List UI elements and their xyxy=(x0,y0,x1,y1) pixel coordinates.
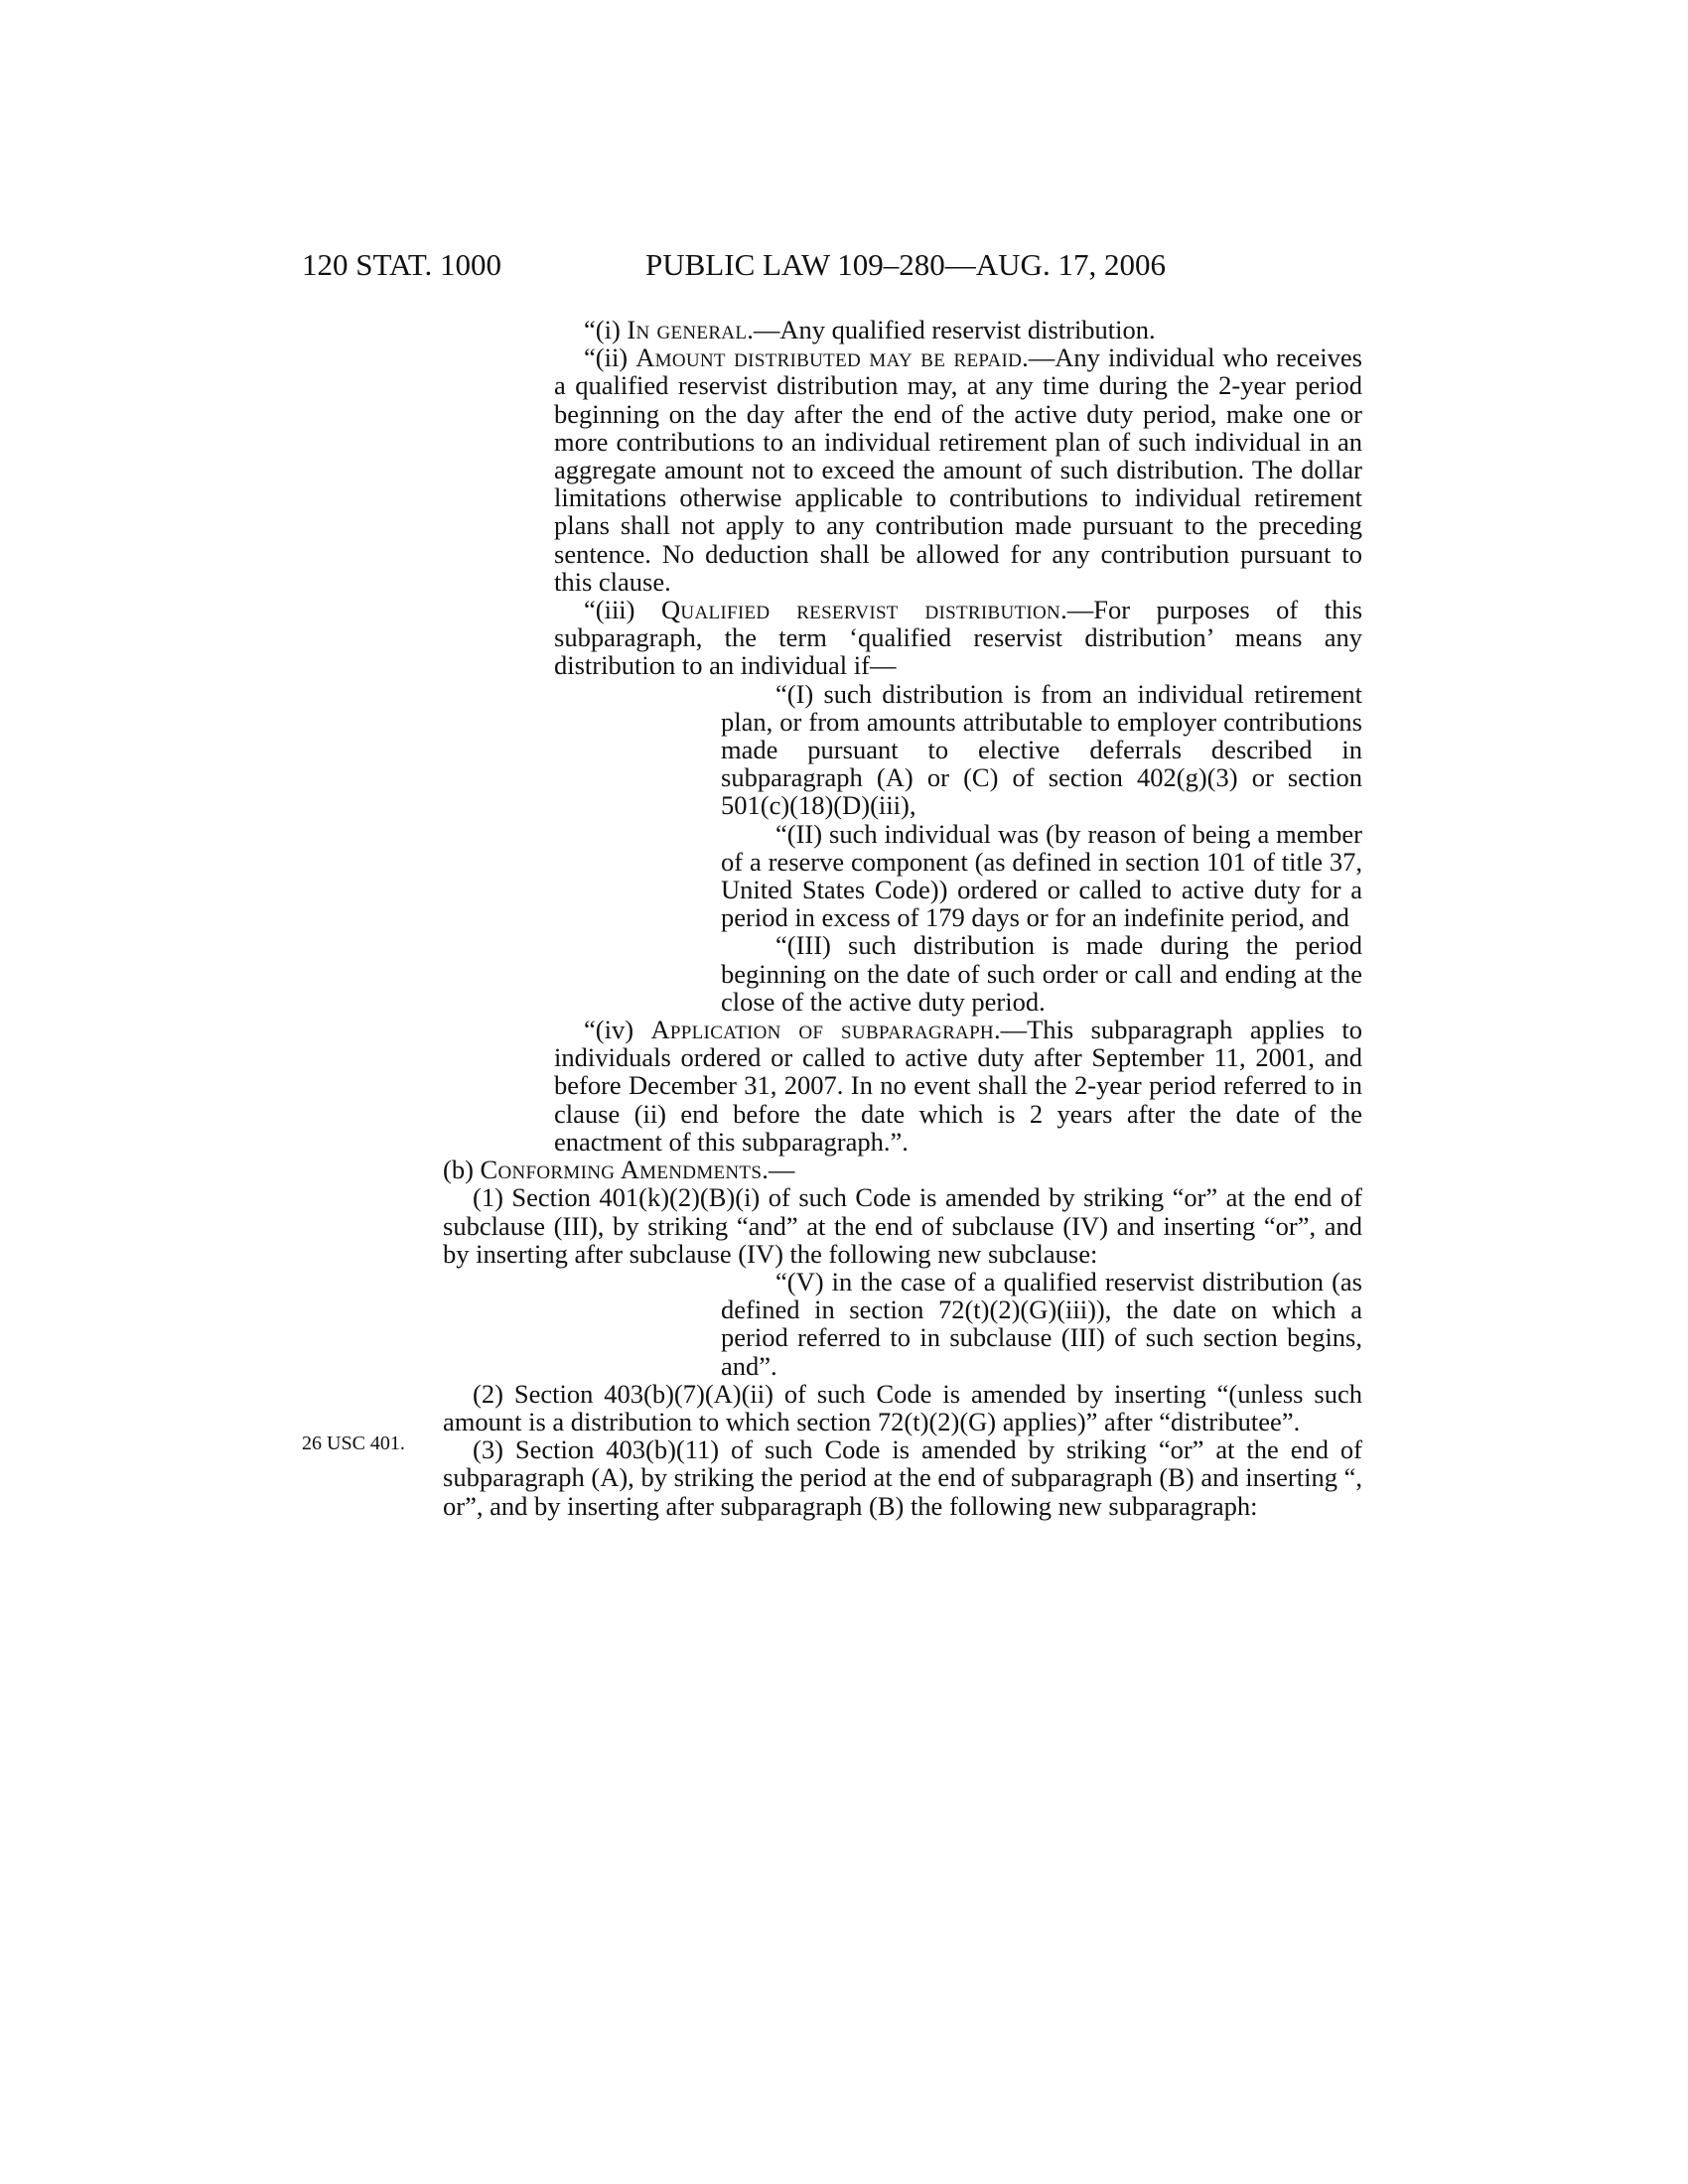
clause-ii xyxy=(554,343,1362,596)
subclause-iii-I: “(I) such distribution is from an individual retirement plan, or from amounts attributable to employer contributions made pursuant to elective deferrals described in subparagraph (A) or (C) of section 402(g)(3) or section 501(c)(18)(D)(iii), xyxy=(721,678,1362,821)
subsection-b-heading xyxy=(443,1156,1362,1183)
clause-i xyxy=(554,316,1362,343)
clause-i-number: “(i) xyxy=(584,315,628,344)
subsection-b-number: (b) xyxy=(443,1155,481,1185)
subsection-b-title: Conforming Amendments xyxy=(480,1155,763,1185)
clause-iv-number: “(iv) xyxy=(584,1015,651,1045)
clause-iii-text: .—For purposes of this subparagraph, the term ‘qualified reservist distribution’ means any distribution to an individual if— xyxy=(554,595,1363,681)
subsection-b-dash: .— xyxy=(762,1155,795,1185)
clause-iv xyxy=(554,1016,1362,1156)
running-header xyxy=(302,245,1364,285)
paragraph-2: (2) Section 403(b)(7)(A)(ii) of such Code is amended by inserting “(unless such amount is a distribution to which section 72(t)(2)(G) applies)” after “distributee”. xyxy=(443,1378,1362,1436)
clause-ii-number: “(ii) xyxy=(584,342,636,373)
clause-iv-text: .—This subparagraph applies to individuals ordered or called to active duty after September 11, 2001, and before December 31, 2007. In no event shall the 2-year period referred to in clause (ii) end before the date which is 2 years after the date of the enactment of this subparagraph.”. xyxy=(554,1015,1362,1157)
clause-iii-number: “(iii) xyxy=(584,595,661,625)
clause-ii-text: .—Any individual who receives a qualified reservist distribution may, at any time during the 2-year period beginning on the day after the end of the active duty period, make one or more contributions to an individual retirement plan of such individual in an aggregate amount not to exceed the amount of such distribution. The dollar limitations otherwise applicable to contributions to individual retirement plans shall not apply to any contribution made pursuant to the preceding sentence. No deduction shall be allowed for any contribution pursuant to this clause. xyxy=(554,342,1362,597)
clause-ii-heading: Amount distributed may be repaid xyxy=(635,342,1023,373)
clause-iii-heading: Qualified reservist distribution xyxy=(660,595,1061,625)
clause-i-heading: In general xyxy=(627,315,748,344)
margin-note-usc: 26 USC 401. xyxy=(302,1433,405,1454)
clause-iii xyxy=(554,596,1362,680)
public-law-citation: PUBLIC LAW 109–280—AUG. 17, 2006 xyxy=(645,247,1166,282)
paragraph-1: (1) Section 401(k)(2)(B)(i) of such Code is amended by striking “or” at the end of subclause (III), by striking “and” at the end of subclause (IV) and inserting “or”, and by inserting after subclause (IV) the following new subclause: xyxy=(443,1182,1362,1269)
subclause-iii-III: “(III) such distribution is made during the period beginning on the date of such order or call and ending at the close of the active duty period. xyxy=(721,930,1362,1017)
document-body xyxy=(443,315,1363,1521)
statute-page-number: 120 STAT. 1000 xyxy=(302,247,502,282)
subclause-iii-II: “(II) such individual was (by reason of being a member of a reserve component (as defined in section 101 of title 37, United States Code)) ordered or called to active duty for a period in excess of 179 days or for an indefinite period, and xyxy=(721,818,1362,933)
clause-iv-heading: Application of subparagraph xyxy=(650,1015,994,1045)
paragraph-3: (3) Section 403(b)(11) of such Code is amended by striking “or” at the end of subparagraph (A), by striking the period at the end of subparagraph (B) and inserting “, or”, and by inserting after subparagraph (B) the following new subparagraph: xyxy=(443,1434,1362,1521)
clause-i-text: .—Any qualified reservist distribution. xyxy=(747,315,1156,344)
subclause-V: “(V) in the case of a qualified reservist distribution (as defined in section 72(t)(2)(G)(iii)), the date on which a period referred to in subclause (III) of such section begins, and”. xyxy=(721,1266,1362,1381)
